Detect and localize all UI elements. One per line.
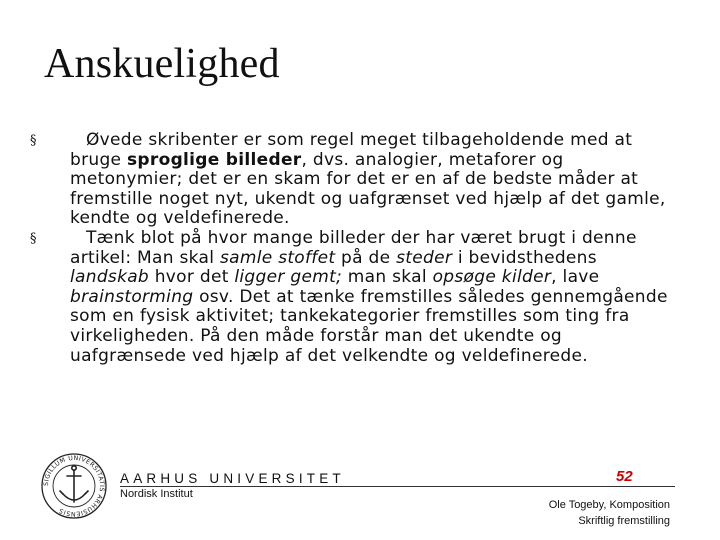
text-run: på de [335, 247, 397, 268]
author-course: Ole Togeby, Komposition [548, 499, 670, 511]
italic-text-run: steder [396, 247, 453, 268]
course-subtitle: Skriftlig fremstilling [578, 515, 670, 527]
text-run: hvor det [149, 267, 235, 288]
bullet-list [30, 131, 680, 366]
text-run: Øvede skribenter er som regel meget tilbageholdende med at bruge [70, 130, 633, 170]
text-run: , lave [551, 267, 600, 288]
text-run: i bevidsthedens [452, 247, 597, 268]
author-block [549, 497, 670, 529]
page-number: 52 [616, 468, 633, 485]
italic-text-run: opsøge kilder [432, 267, 552, 288]
italic-text-run: brainstorming [70, 286, 194, 307]
slide-title: Anskuelighed [44, 41, 280, 87]
text-run: Tænk blot på hvor mange billeder der har været brugt i denne artikel: Man skal [70, 227, 637, 268]
italic-text-run: samle stoffet [219, 247, 336, 268]
text-run: , dvs. analogier, metaforer og metonymier; det er en skam for det er en af de bedste måder at fremstille noget nyt, ukendt og uafgrænset ved hjælp af det gamle, kendte og veldefinerede. [70, 149, 666, 229]
bold-text-run: sproglige billeder [127, 149, 302, 170]
seal-text: SIGILLUM UNIVERSITATIS ARHUSIENSIS [42, 454, 106, 518]
text-run: osv. Det at tænke fremstilles således gennemgående som en fysisk aktivitet; tankekategorier fremstilles som ting fra virkeligheden. På den måde forstår man det ukendte og uafgrænsede ved hjælp af det velkendte og veldefinerede. [70, 286, 668, 366]
text-run: man skal [342, 267, 433, 288]
footer-divider [120, 486, 675, 487]
university-name: AARHUS UNIVERSITET [120, 471, 345, 486]
bullet-item [30, 131, 680, 229]
bullet-text [70, 130, 666, 228]
italic-text-run: ligger gemt; [234, 267, 343, 288]
bullet-text [70, 228, 668, 366]
section-bullet-icon: § [30, 230, 37, 246]
section-bullet-icon: § [30, 133, 37, 148]
bullet-item [30, 229, 680, 366]
italic-text-run: landskab [70, 267, 150, 288]
institute-name: Nordisk Institut [120, 488, 193, 500]
university-seal-icon [40, 452, 108, 520]
